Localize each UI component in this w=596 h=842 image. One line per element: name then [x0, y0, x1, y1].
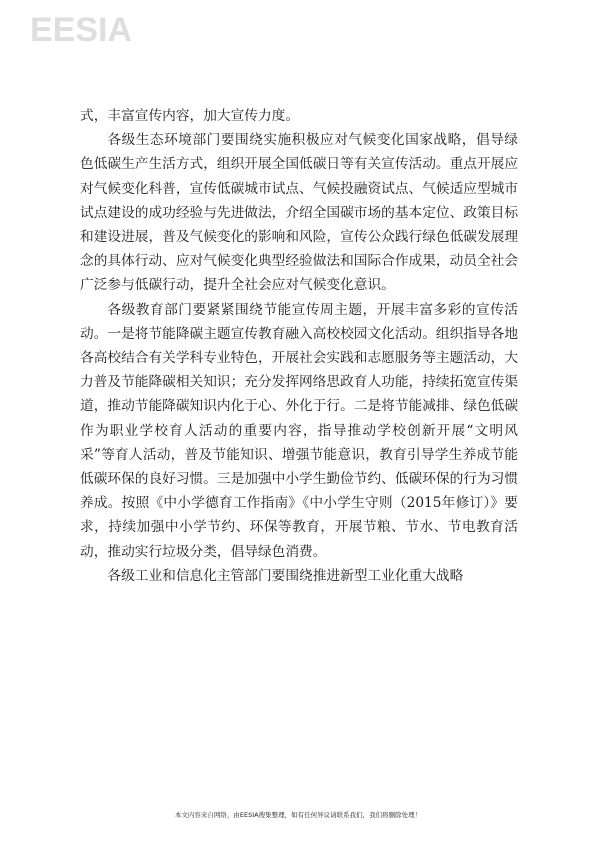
footer-disclaimer: 本文内容来自网络，由EESIA搜集整理，如有任何异议请联系我们，我们将删除处理！ — [174, 811, 422, 819]
eesia-logo: EESIA — [30, 11, 133, 49]
paragraph-education: 各级教育部门要紧紧围绕节能宣传周主题，开展丰富多彩的宣传活动。一是将节能降碳主题宣传教育融入高校校园文化活动。组织指导各地各高校结合有关学科专业特色，开展社会实践和志愿服务等主题活动，大力普及节能降碳相关知识；充分发挥网络思政育人功能，持续拓宽宣传渠道，推动节能降碳知识内化于心、外化于行。二是将节能减排、绿色低碳作为职业学校育人活动的重要内容，指导推动学校创新开展“文明风采”等育人活动，普及节能知识、增强节能意识，教育引导学生养成节能低碳环保的良好习惯。三是加强中小学生勤俭节约、低碳环保的行为习惯养成。按照《中小学德育工作指南》《中小学生守则（2015年修订）》要求，持续加强中小学节约、环保等教育，开展节粮、节水、节电教育活动，推动实行垃圾分类，倡导绿色消费。 — [80, 301, 519, 560]
document-body — [80, 104, 518, 588]
paragraph-industry: 各级工业和信息化主管部门要围绕推进新型工业化重大战略 — [107, 567, 464, 584]
paragraph-continuation: 式，丰富宣传内容，加大宣传力度。 — [80, 108, 300, 124]
paragraph-ecology-environment: 各级生态环境部门要围绕实施积极应对气候变化国家战略，倡导绿色低碳生产生活方式，组织开展全国低碳日等有关宣传活动。重点开展应对气候变化科普，宣传低碳城市试点、气候投融资试点、气候适应型城市试点建设的成功经验与先进做法，介绍全国碳市场的基本定位、政策目标和建设进展，普及气候变化的影响和风险，宣传公众践行绿色低碳发展理念的具体行动、应对气候变化典型经验做法和国际合作成果，动员全社会广泛参与低碳行动，提升全社会应对气候变化意识。 — [80, 132, 519, 294]
